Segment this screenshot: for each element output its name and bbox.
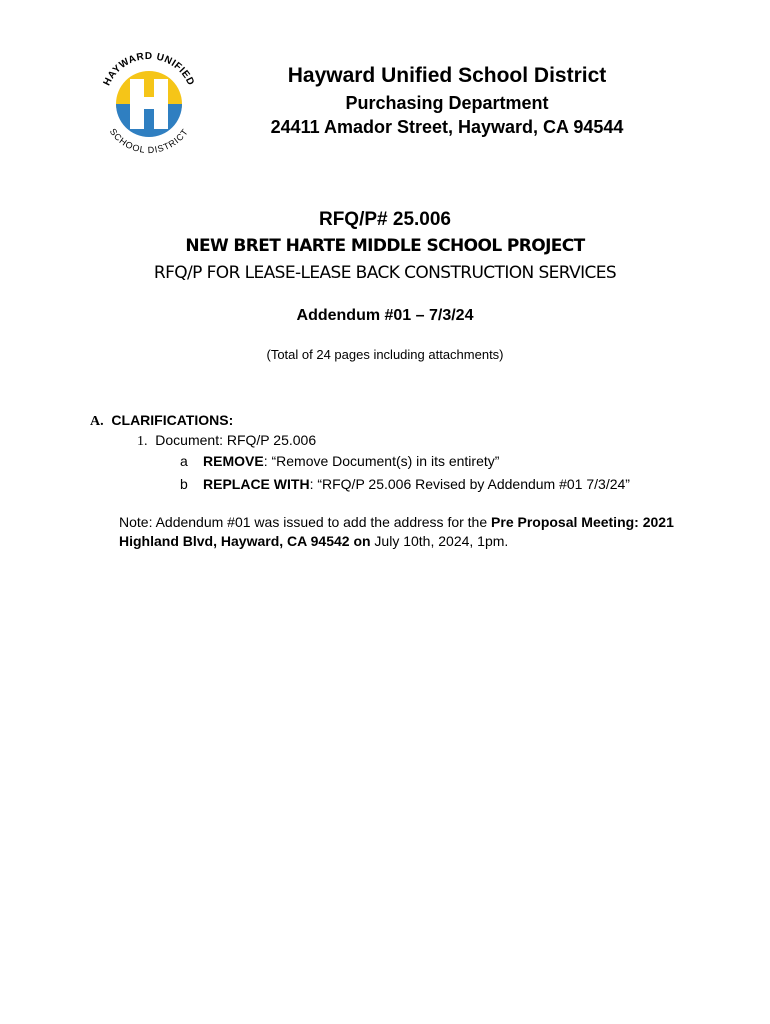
- page-total-note: (Total of 24 pages including attachments): [266, 347, 504, 362]
- sub-item-a: [180, 453, 499, 469]
- clarification-item-1: [137, 432, 316, 450]
- sub-item-letter: b: [180, 476, 188, 492]
- item-number: 1.: [137, 434, 148, 449]
- department-name: Purchasing Department: [345, 93, 549, 113]
- logo-text-bottom: SCHOOL DISTRICT: [107, 126, 191, 156]
- project-subtitle: RFQ/P FOR LEASE-LEASE BACK CONSTRUCTION SERVICES: [153, 263, 617, 283]
- hayward-unified-logo: [93, 44, 205, 164]
- project-title: NEW BRET HARTE MIDDLE SCHOOL PROJECT: [185, 236, 585, 256]
- note-text-2: July 10th, 2024, 1pm.: [370, 533, 509, 549]
- section-heading-text: CLARIFICATIONS:: [111, 412, 234, 428]
- sub-item-text: : “RFQ/P 25.006 Revised by Addendum #01 7/3/24”: [309, 476, 630, 492]
- sub-item-letter: a: [180, 453, 188, 469]
- sub-item-b: [180, 476, 630, 492]
- note-text-1: Note: Addendum #01 was issued to add the address for the: [119, 514, 492, 530]
- addendum-note: [119, 513, 679, 551]
- org-address: 24411 Amador Street, Hayward, CA 94544: [270, 117, 624, 137]
- sub-item-text: : “Remove Document(s) in its entirety”: [263, 453, 500, 469]
- sub-item-action: REPLACE WITH: [203, 476, 310, 492]
- rfq-number: RFQ/P# 25.006: [318, 209, 452, 230]
- addendum-title: Addendum #01 – 7/3/24: [296, 307, 474, 324]
- logo-text-top: HAYWARD UNIFIED: [101, 50, 197, 88]
- note-bold-text: Pre Proposal Meeting: 2021 Highland Blvd, Hayward, CA 94542 on: [119, 514, 674, 549]
- item-text: Document: RFQ/P 25.006: [155, 432, 317, 448]
- section-a-heading: [90, 412, 233, 430]
- org-name: Hayward Unified School District: [287, 64, 607, 87]
- sub-item-action: REMOVE: [203, 453, 264, 469]
- section-letter: A.: [90, 414, 104, 429]
